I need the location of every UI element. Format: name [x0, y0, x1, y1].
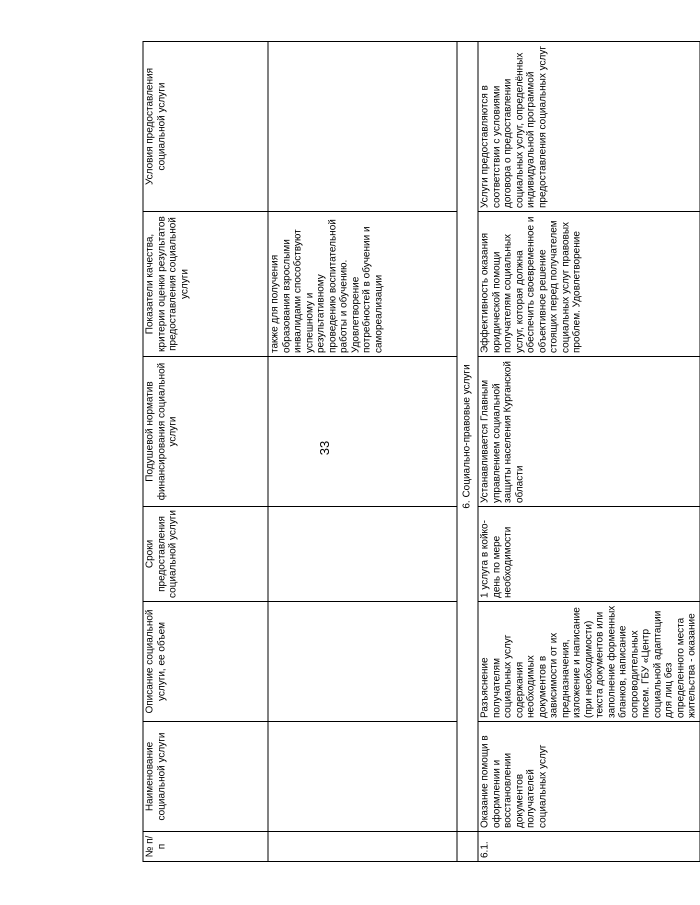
cell-num: 6.1.	[478, 832, 700, 862]
section-title: 6. Социально-правовые услуги	[457, 42, 478, 832]
section-row	[457, 42, 478, 862]
cell-description: Разъяснение получателям социальных услуг содержания необходимых документов в зависимости от их предназначения, изложение и написание (при необходимости) текста документов или заполнение форменных бланков, написание сопроводительных писем. ГБУ «Центр социальной адаптации для лиц без определенного места жительства - оказание	[478, 602, 700, 722]
cell-norm: Устанавливается Главным управлением социальной защиты населения Курганской области	[478, 357, 700, 507]
cell-empty	[268, 722, 457, 832]
table-row	[478, 42, 700, 862]
header-indicators: Показатели качества, критерии оценки результатов предоставления социальной услуги	[143, 212, 268, 357]
cell-empty	[268, 507, 457, 602]
cell-prev-indicators: также для получения образования взрослыми инвалидами способствуют успешному и результативному проведению воспитательной работы и обучению. Удовлетворение потребностей в обучении и самореализации	[268, 212, 457, 357]
cell-empty	[268, 832, 457, 862]
header-num: № п/п	[143, 832, 268, 862]
header-description: Описание социальной услуги, ее объем	[143, 602, 268, 722]
header-terms: Сроки предоставления социальной услуги	[143, 507, 268, 602]
table-row-continued	[268, 42, 457, 862]
header-norm: Подушевой норматив финансирования социальной услуги	[143, 357, 268, 507]
cell-name: Оказание помощи в оформлении и восстановлении документов получателей социальных услуг	[478, 722, 700, 832]
cell-indicators: Эффективность оказания юридической помощи получателям социальных услуг, которая должна обеспечить своевременное и объективное решение стоящих перед получателем социальных услуг правовых проблем. Удовлетворение	[478, 212, 700, 357]
cell-empty	[268, 357, 457, 507]
cell-empty	[457, 832, 478, 862]
cell-conditions: Услуги предоставляются в соответствии с условиями договора о предоставлении социальных услуг, определённых индивидуальной программой предоставления социальных услуг	[478, 42, 700, 212]
header-conditions: Условия предоставления социальной услуги	[143, 42, 268, 212]
table-header-row	[143, 42, 268, 862]
header-name: Наименование социальной услуги	[143, 722, 268, 832]
rotated-table-sheet	[143, 42, 698, 862]
cell-empty	[268, 602, 457, 722]
cell-empty	[268, 42, 457, 212]
cell-terms: 1 услуга в койко-день по мере необходимости	[478, 507, 700, 602]
social-services-table	[143, 41, 700, 862]
page-number: 33	[317, 440, 332, 456]
